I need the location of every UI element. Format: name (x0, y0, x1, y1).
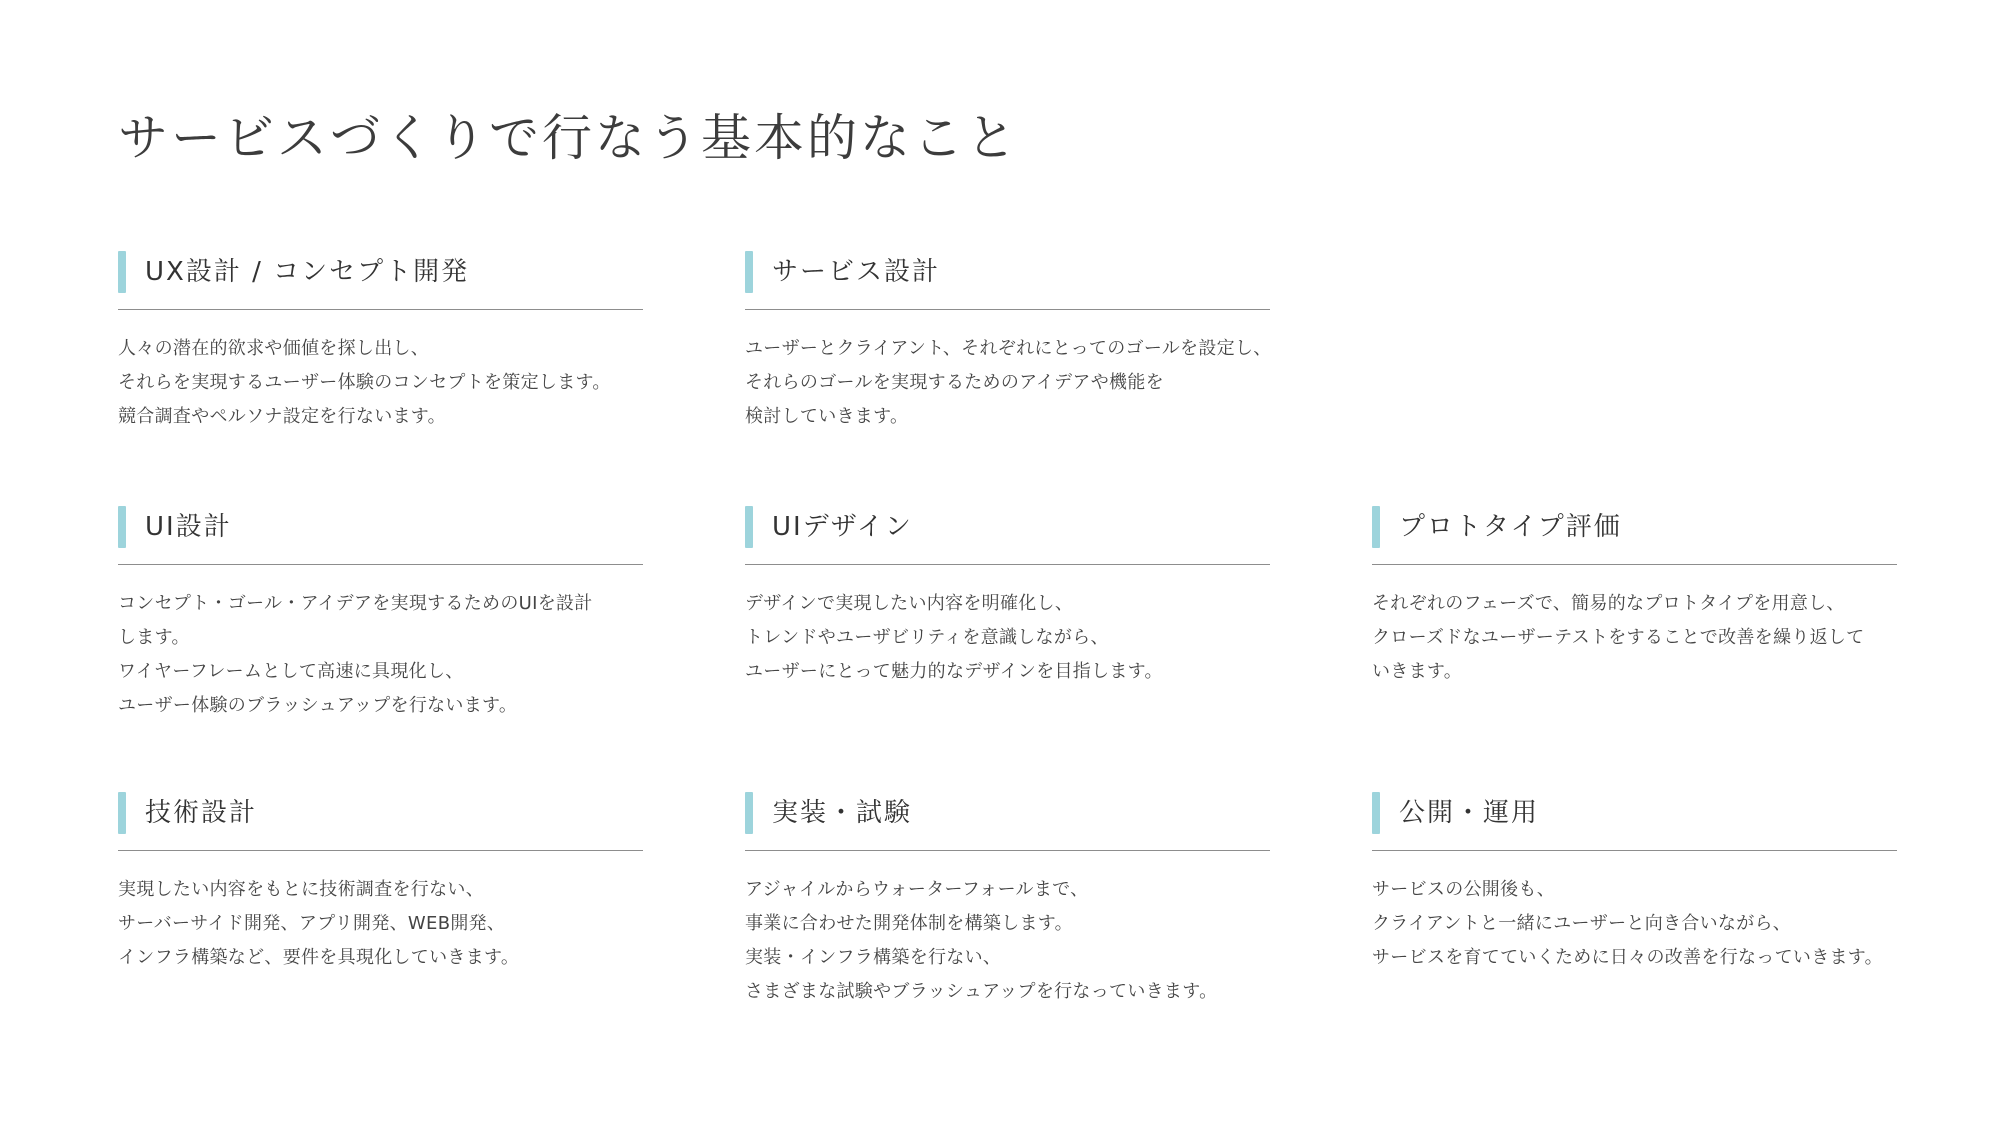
section-service-design (745, 251, 1270, 434)
section-description (118, 873, 643, 975)
section-description (118, 587, 643, 723)
description-line: インフラ構築など、要件を具現化していきます。 (118, 947, 520, 968)
description-line: 検討していきます。 (745, 406, 909, 427)
section-description (745, 332, 1270, 434)
description-line: コンセプト・ゴール・アイデアを実現するためのUIを設計 (118, 593, 593, 614)
section-header (118, 251, 643, 310)
description-line: さまざまな試験やブラッシュアップを行なっていきます。 (745, 981, 1218, 1002)
section-header (745, 506, 1270, 565)
section-heading: 実装・試験 (772, 798, 913, 828)
accent-bar (745, 251, 753, 293)
section-heading: UI設計 (145, 512, 232, 542)
description-line: 人々の潜在的欲求や価値を探し出し、 (118, 338, 430, 359)
section-heading: UIデザイン (772, 512, 913, 542)
section-prototype-evaluation (1372, 506, 1897, 689)
section-heading: 公開・運用 (1399, 798, 1540, 828)
section-technical-design (118, 792, 643, 975)
section-header (1372, 506, 1897, 565)
section-heading: UX設計 / コンセプト開発 (145, 257, 470, 287)
section-ui-visual-design (745, 506, 1270, 689)
description-line: します。 (118, 627, 190, 648)
section-release-operation (1372, 792, 1897, 975)
section-description (1372, 873, 1897, 975)
description-line: デザインで実現したい内容を明確化し、 (745, 593, 1074, 614)
section-heading: プロトタイプ評価 (1399, 512, 1622, 542)
description-line: ユーザーとクライアント、それぞれにとってのゴールを設定し、 (745, 338, 1272, 359)
description-line: クローズドなユーザーテストをすることで改善を繰り返して (1372, 627, 1865, 648)
accent-bar (1372, 792, 1380, 834)
section-header (745, 792, 1270, 851)
section-description (745, 587, 1270, 689)
accent-bar (118, 251, 126, 293)
section-ux-concept (118, 251, 643, 434)
description-line: アジャイルからウォーターフォールまで、 (745, 879, 1089, 900)
section-description (118, 332, 643, 434)
accent-bar (745, 506, 753, 548)
description-line: サーバーサイド開発、アプリ開発、WEB開発、 (118, 913, 506, 934)
section-heading: 技術設計 (145, 798, 258, 828)
accent-bar (1372, 506, 1380, 548)
description-line: 実装・インフラ構築を行ない、 (745, 947, 1002, 968)
description-line: サービスを育てていくために日々の改善を行なっていきます。 (1372, 947, 1883, 968)
section-description (1372, 587, 1897, 689)
section-implementation-testing (745, 792, 1270, 1009)
accent-bar (745, 792, 753, 834)
description-line: 競合調査やペルソナ設定を行ないます。 (118, 406, 446, 427)
description-line: ユーザー体験のブラッシュアップを行ないます。 (118, 695, 518, 716)
description-line: ユーザーにとって魅力的なデザインを目指します。 (745, 661, 1163, 682)
section-header (745, 251, 1270, 310)
page-title: サービスづくりで行なう基本的なこと (118, 109, 1019, 167)
description-line: ワイヤーフレームとして高速に具現化し、 (118, 661, 464, 682)
section-ui-design-spec (118, 506, 643, 723)
description-line: トレンドやユーザビリティを意識しながら、 (745, 627, 1109, 648)
description-line: サービスの公開後も、 (1372, 879, 1555, 900)
section-header (118, 506, 643, 565)
description-line: クライアントと一緒にユーザーと向き合いながら、 (1372, 913, 1792, 934)
section-description (745, 873, 1270, 1009)
description-line: それらを実現するユーザー体験のコンセプトを策定します。 (118, 372, 611, 393)
description-line: それらのゴールを実現するためのアイデアや機能を (745, 372, 1164, 393)
section-header (1372, 792, 1897, 851)
section-header (118, 792, 643, 851)
section-heading: サービス設計 (772, 257, 941, 287)
description-line: いきます。 (1372, 661, 1463, 682)
description-line: 事業に合わせた開発体制を構築します。 (745, 913, 1073, 934)
accent-bar (118, 792, 126, 834)
description-line: それぞれのフェーズで、簡易的なプロトタイプを用意し、 (1372, 593, 1845, 614)
accent-bar (118, 506, 126, 548)
description-line: 実現したい内容をもとに技術調査を行ない、 (118, 879, 484, 900)
